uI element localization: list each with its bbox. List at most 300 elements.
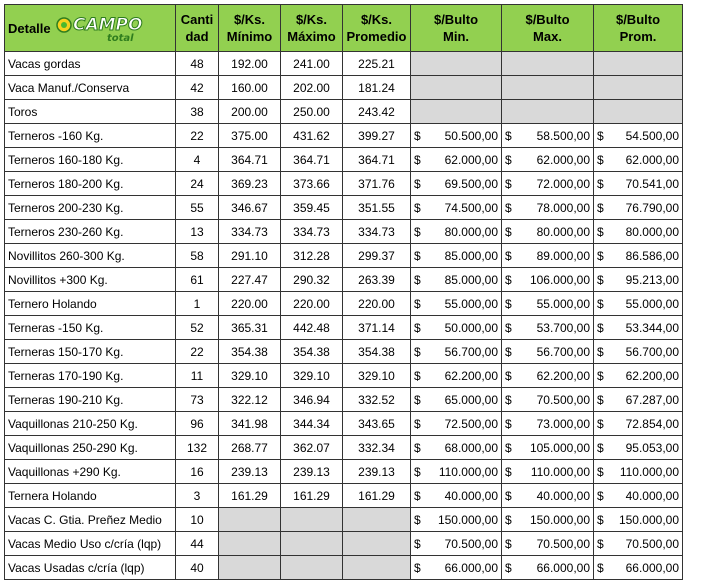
- cell-cantidad: 132: [176, 436, 219, 460]
- amount: 80.000,00: [444, 224, 498, 239]
- cell-bprom: [594, 124, 683, 148]
- currency-symbol: $: [414, 440, 421, 455]
- table-row: [5, 340, 683, 364]
- cell-cantidad: 73: [176, 388, 219, 412]
- currency-symbol: $: [505, 320, 512, 335]
- amount: 80.000,00: [536, 224, 590, 239]
- cell-bprom: [594, 436, 683, 460]
- cell-bprom: [594, 412, 683, 436]
- currency-symbol: $: [414, 248, 421, 263]
- amount: 80.000,00: [625, 224, 679, 239]
- cell-bmin: [411, 76, 502, 100]
- cell-bmax: [502, 508, 594, 532]
- amount: 72.500,00: [444, 416, 498, 431]
- cell-prom: 263.39: [343, 268, 411, 292]
- cell-min: 160.00: [219, 76, 281, 100]
- cell-max: [281, 556, 343, 580]
- cell-bprom: [594, 76, 683, 100]
- cell-cantidad: 55: [176, 196, 219, 220]
- cell-min: 375.00: [219, 124, 281, 148]
- cell-bmin: [411, 532, 502, 556]
- currency-symbol: $: [414, 392, 421, 407]
- amount: 66.000,00: [625, 560, 679, 575]
- cell-cantidad: 61: [176, 268, 219, 292]
- table-row: [5, 316, 683, 340]
- cell-max: 161.29: [281, 484, 343, 508]
- cell-min: 291.10: [219, 244, 281, 268]
- currency-symbol: $: [597, 272, 604, 287]
- cell-prom: [343, 508, 411, 532]
- cell-bprom: [594, 364, 683, 388]
- cell-max: 329.10: [281, 364, 343, 388]
- cell-prom: 371.14: [343, 316, 411, 340]
- currency-symbol: $: [414, 416, 421, 431]
- amount: 72.854,00: [625, 416, 679, 431]
- cell-bprom: [594, 172, 683, 196]
- cell-bmax: [502, 484, 594, 508]
- currency-symbol: $: [505, 176, 512, 191]
- cell-min: 161.29: [219, 484, 281, 508]
- cell-bmin: [411, 244, 502, 268]
- currency-symbol: $: [597, 200, 604, 215]
- amount: 65.000,00: [444, 392, 498, 407]
- logo-word-campo: CAMPO: [72, 15, 143, 35]
- cell-max: 290.32: [281, 268, 343, 292]
- amount: 62.200,00: [536, 368, 590, 383]
- currency-symbol: $: [597, 128, 604, 143]
- cell-prom: 181.24: [343, 76, 411, 100]
- cell-prom: 334.73: [343, 220, 411, 244]
- cell-detalle: Vaquillonas 210-250 Kg.: [5, 412, 176, 436]
- cell-prom: 239.13: [343, 460, 411, 484]
- table-row: [5, 220, 683, 244]
- cell-bmax: [502, 388, 594, 412]
- table-row: [5, 52, 683, 76]
- cell-detalle: Vacas gordas: [5, 52, 176, 76]
- cell-bmin: [411, 172, 502, 196]
- cell-cantidad: 44: [176, 532, 219, 556]
- table-row: [5, 76, 683, 100]
- cell-min: 334.73: [219, 220, 281, 244]
- currency-symbol: $: [597, 320, 604, 335]
- amount: 55.000,00: [536, 296, 590, 311]
- currency-symbol: $: [597, 296, 604, 311]
- cell-detalle: Terneras -150 Kg.: [5, 316, 176, 340]
- cell-prom: [343, 556, 411, 580]
- amount: 70.500,00: [536, 536, 590, 551]
- cell-bmin: [411, 412, 502, 436]
- header-cantidad: Canti dad: [176, 5, 219, 52]
- cell-bmin: [411, 220, 502, 244]
- cell-min: 220.00: [219, 292, 281, 316]
- cell-detalle: Vaca Manuf./Conserva: [5, 76, 176, 100]
- cell-prom: 220.00: [343, 292, 411, 316]
- currency-symbol: $: [414, 560, 421, 575]
- amount: 110.000,00: [530, 464, 590, 479]
- cell-bmin: [411, 484, 502, 508]
- cell-cantidad: 22: [176, 340, 219, 364]
- cell-detalle: Terneras 190-210 Kg.: [5, 388, 176, 412]
- cell-bmax: [502, 244, 594, 268]
- cell-bprom: [594, 484, 683, 508]
- cell-bprom: [594, 460, 683, 484]
- amount: 53.700,00: [536, 320, 590, 335]
- cell-bmin: [411, 508, 502, 532]
- amount: 70.541,00: [625, 176, 679, 191]
- currency-symbol: $: [597, 560, 604, 575]
- cell-cantidad: 1: [176, 292, 219, 316]
- cell-cantidad: 3: [176, 484, 219, 508]
- table-row: [5, 124, 683, 148]
- cell-bprom: [594, 244, 683, 268]
- cell-min: [219, 508, 281, 532]
- cell-bprom: [594, 388, 683, 412]
- cell-cantidad: 52: [176, 316, 219, 340]
- currency-symbol: $: [414, 200, 421, 215]
- currency-symbol: $: [505, 512, 512, 527]
- amount: 72.000,00: [536, 176, 590, 191]
- cell-max: 362.07: [281, 436, 343, 460]
- cell-min: 364.71: [219, 148, 281, 172]
- amount: 150.000,00: [529, 512, 590, 527]
- currency-symbol: $: [597, 368, 604, 383]
- cell-bmin: [411, 100, 502, 124]
- amount: 110.000,00: [438, 464, 498, 479]
- table-row: [5, 268, 683, 292]
- amount: 70.500,00: [444, 536, 498, 551]
- cell-cantidad: 96: [176, 412, 219, 436]
- table-row: [5, 292, 683, 316]
- amount: 150.000,00: [437, 512, 498, 527]
- currency-symbol: $: [505, 344, 512, 359]
- cell-min: 192.00: [219, 52, 281, 76]
- amount: 62.000,00: [625, 152, 679, 167]
- cell-min: 346.67: [219, 196, 281, 220]
- amount: 78.000,00: [536, 200, 590, 215]
- currency-symbol: $: [597, 512, 604, 527]
- cell-max: 334.73: [281, 220, 343, 244]
- cell-prom: [343, 532, 411, 556]
- cell-bprom: [594, 220, 683, 244]
- cell-min: 322.12: [219, 388, 281, 412]
- cell-bprom: [594, 340, 683, 364]
- logo-word-total: total: [106, 33, 134, 43]
- cell-prom: 332.52: [343, 388, 411, 412]
- detalle-label: Detalle: [8, 20, 51, 36]
- cell-detalle: Toros: [5, 100, 176, 124]
- cell-prom: 354.38: [343, 340, 411, 364]
- cell-cantidad: 16: [176, 460, 219, 484]
- currency-symbol: $: [505, 200, 512, 215]
- cell-max: 239.13: [281, 460, 343, 484]
- table-row: [5, 148, 683, 172]
- currency-symbol: $: [505, 464, 512, 479]
- amount: 62.000,00: [444, 152, 498, 167]
- currency-symbol: $: [597, 392, 604, 407]
- table-row: [5, 484, 683, 508]
- cell-max: 250.00: [281, 100, 343, 124]
- cell-detalle: Novillitos 260-300 Kg.: [5, 244, 176, 268]
- cell-min: 341.98: [219, 412, 281, 436]
- cell-detalle: Terneros 230-260 Kg.: [5, 220, 176, 244]
- currency-symbol: $: [597, 416, 604, 431]
- amount: 85.000,00: [444, 248, 498, 263]
- currency-symbol: $: [597, 440, 604, 455]
- amount: 56.700,00: [444, 344, 498, 359]
- cell-bmax: [502, 556, 594, 580]
- cell-bprom: [594, 196, 683, 220]
- cell-detalle: Ternero Holando: [5, 292, 176, 316]
- amount: 85.000,00: [444, 272, 498, 287]
- cell-bprom: [594, 508, 683, 532]
- cell-min: 200.00: [219, 100, 281, 124]
- cell-prom: 332.34: [343, 436, 411, 460]
- campo-total-logo: [55, 13, 155, 43]
- header-bulto-prom: $/Bulto Prom.: [594, 5, 683, 52]
- cell-detalle: Terneros -160 Kg.: [5, 124, 176, 148]
- cell-max: 364.71: [281, 148, 343, 172]
- cell-bprom: [594, 100, 683, 124]
- cell-bprom: [594, 556, 683, 580]
- table-row: [5, 532, 683, 556]
- cell-detalle: Terneras 150-170 Kg.: [5, 340, 176, 364]
- table-row: [5, 412, 683, 436]
- cell-cantidad: 42: [176, 76, 219, 100]
- cell-max: [281, 508, 343, 532]
- currency-symbol: $: [597, 488, 604, 503]
- cell-bprom: [594, 268, 683, 292]
- amount: 62.000,00: [536, 152, 590, 167]
- amount: 58.500,00: [536, 128, 590, 143]
- currency-symbol: $: [505, 440, 512, 455]
- currency-symbol: $: [597, 152, 604, 167]
- currency-symbol: $: [505, 536, 512, 551]
- header-bulto-max: $/Bulto Max.: [502, 5, 594, 52]
- header-max: $/Ks. Máximo: [281, 5, 343, 52]
- cell-bprom: [594, 316, 683, 340]
- cell-bmin: [411, 388, 502, 412]
- cell-max: 344.34: [281, 412, 343, 436]
- cell-prom: 161.29: [343, 484, 411, 508]
- cell-bmin: [411, 148, 502, 172]
- cell-max: [281, 532, 343, 556]
- cell-bmax: [502, 316, 594, 340]
- currency-symbol: $: [505, 224, 512, 239]
- amount: 56.700,00: [625, 344, 679, 359]
- cell-cantidad: 22: [176, 124, 219, 148]
- amount: 40.000,00: [625, 488, 679, 503]
- cell-bmax: [502, 364, 594, 388]
- cell-cantidad: 48: [176, 52, 219, 76]
- cell-detalle: Vacas Usadas c/cría (lqp): [5, 556, 176, 580]
- currency-symbol: $: [597, 176, 604, 191]
- cell-cantidad: 40: [176, 556, 219, 580]
- cell-max: 442.48: [281, 316, 343, 340]
- cell-cantidad: 11: [176, 364, 219, 388]
- currency-symbol: $: [505, 128, 512, 143]
- cell-min: 239.13: [219, 460, 281, 484]
- cell-min: 354.38: [219, 340, 281, 364]
- table-row: [5, 100, 683, 124]
- table-row: [5, 244, 683, 268]
- cell-bmax: [502, 52, 594, 76]
- header-bulto-min: $/Bulto Min.: [411, 5, 502, 52]
- cell-bmax: [502, 76, 594, 100]
- cell-bmax: [502, 196, 594, 220]
- cell-detalle: Vacas C. Gtia. Preñez Medio: [5, 508, 176, 532]
- header-detalle: [5, 5, 176, 52]
- cell-prom: 343.65: [343, 412, 411, 436]
- currency-symbol: $: [505, 488, 512, 503]
- amount: 67.287,00: [625, 392, 679, 407]
- table-row: [5, 172, 683, 196]
- header-prom: $/Ks. Promedio: [343, 5, 411, 52]
- currency-symbol: $: [414, 320, 421, 335]
- cell-min: 329.10: [219, 364, 281, 388]
- table-row: [5, 196, 683, 220]
- amount: 70.500,00: [625, 536, 679, 551]
- table-row: [5, 388, 683, 412]
- currency-symbol: $: [414, 128, 421, 143]
- currency-symbol: $: [414, 464, 421, 479]
- cell-max: 202.00: [281, 76, 343, 100]
- cell-bmax: [502, 412, 594, 436]
- amount: 69.500,00: [444, 176, 498, 191]
- amount: 76.790,00: [625, 200, 679, 215]
- amount: 106.000,00: [529, 272, 590, 287]
- currency-symbol: $: [505, 368, 512, 383]
- cell-detalle: Ternera Holando: [5, 484, 176, 508]
- currency-symbol: $: [414, 536, 421, 551]
- cell-max: 312.28: [281, 244, 343, 268]
- cell-bprom: [594, 52, 683, 76]
- amount: 68.000,00: [444, 440, 498, 455]
- cell-max: 354.38: [281, 340, 343, 364]
- cell-bmin: [411, 196, 502, 220]
- cell-prom: 243.42: [343, 100, 411, 124]
- cell-max: 359.45: [281, 196, 343, 220]
- currency-symbol: $: [505, 152, 512, 167]
- amount: 66.000,00: [536, 560, 590, 575]
- amount: 56.700,00: [536, 344, 590, 359]
- amount: 150.000,00: [618, 512, 679, 527]
- currency-symbol: $: [414, 368, 421, 383]
- currency-symbol: $: [414, 344, 421, 359]
- cell-max: 346.94: [281, 388, 343, 412]
- amount: 86.586,00: [625, 248, 679, 263]
- cell-max: 241.00: [281, 52, 343, 76]
- cattle-price-table: [4, 4, 683, 580]
- cell-cantidad: 58: [176, 244, 219, 268]
- amount: 105.000,00: [529, 440, 590, 455]
- currency-symbol: $: [505, 560, 512, 575]
- cell-detalle: Terneras 170-190 Kg.: [5, 364, 176, 388]
- amount: 66.000,00: [444, 560, 498, 575]
- cell-bmax: [502, 100, 594, 124]
- currency-symbol: $: [414, 176, 421, 191]
- amount: 50.000,00: [444, 320, 498, 335]
- cell-detalle: Vacas Medio Uso c/cría (lqp): [5, 532, 176, 556]
- cell-bmin: [411, 52, 502, 76]
- cell-max: 220.00: [281, 292, 343, 316]
- cell-bmax: [502, 436, 594, 460]
- cell-bmax: [502, 172, 594, 196]
- cell-min: 365.31: [219, 316, 281, 340]
- cell-bmax: [502, 268, 594, 292]
- table-row: [5, 364, 683, 388]
- amount: 70.500,00: [536, 392, 590, 407]
- table-row: [5, 556, 683, 580]
- cell-min: [219, 532, 281, 556]
- cell-detalle: Terneros 180-200 Kg.: [5, 172, 176, 196]
- currency-symbol: $: [597, 536, 604, 551]
- cell-prom: 364.71: [343, 148, 411, 172]
- amount: 62.200,00: [444, 368, 498, 383]
- cell-min: 268.77: [219, 436, 281, 460]
- cell-bmax: [502, 148, 594, 172]
- table-row: [5, 436, 683, 460]
- cell-bmin: [411, 124, 502, 148]
- currency-symbol: $: [505, 392, 512, 407]
- cell-bprom: [594, 148, 683, 172]
- currency-symbol: $: [505, 248, 512, 263]
- amount: 54.500,00: [625, 128, 679, 143]
- cell-bmin: [411, 436, 502, 460]
- cell-bmin: [411, 556, 502, 580]
- cell-detalle: Terneros 200-230 Kg.: [5, 196, 176, 220]
- cell-bmin: [411, 340, 502, 364]
- amount: 55.000,00: [625, 296, 679, 311]
- cell-bmin: [411, 316, 502, 340]
- amount: 55.000,00: [444, 296, 498, 311]
- currency-symbol: $: [414, 224, 421, 239]
- currency-symbol: $: [505, 416, 512, 431]
- cell-max: 373.66: [281, 172, 343, 196]
- amount: 62.200,00: [625, 368, 679, 383]
- amount: 40.000,00: [536, 488, 590, 503]
- amount: 53.344,00: [625, 320, 679, 335]
- currency-symbol: $: [414, 152, 421, 167]
- amount: 95.053,00: [625, 440, 679, 455]
- cell-min: 369.23: [219, 172, 281, 196]
- amount: 40.000,00: [444, 488, 498, 503]
- amount: 73.000,00: [536, 416, 590, 431]
- currency-symbol: $: [505, 296, 512, 311]
- cell-bmax: [502, 532, 594, 556]
- cell-prom: 399.27: [343, 124, 411, 148]
- cell-cantidad: 4: [176, 148, 219, 172]
- cell-cantidad: 13: [176, 220, 219, 244]
- amount: 74.500,00: [444, 200, 498, 215]
- currency-symbol: $: [414, 512, 421, 527]
- table-body: [5, 52, 683, 580]
- cell-detalle: Vaquillonas 250-290 Kg.: [5, 436, 176, 460]
- cell-bmin: [411, 292, 502, 316]
- cell-min: [219, 556, 281, 580]
- cell-bmin: [411, 364, 502, 388]
- cell-cantidad: 10: [176, 508, 219, 532]
- currency-symbol: $: [597, 464, 604, 479]
- cell-bmax: [502, 220, 594, 244]
- currency-symbol: $: [414, 488, 421, 503]
- cell-bmax: [502, 124, 594, 148]
- cell-min: 227.47: [219, 268, 281, 292]
- cell-bmin: [411, 268, 502, 292]
- currency-symbol: $: [597, 224, 604, 239]
- cell-bmin: [411, 460, 502, 484]
- header-min: $/Ks. Mínimo: [219, 5, 281, 52]
- cell-detalle: Novillitos +300 Kg.: [5, 268, 176, 292]
